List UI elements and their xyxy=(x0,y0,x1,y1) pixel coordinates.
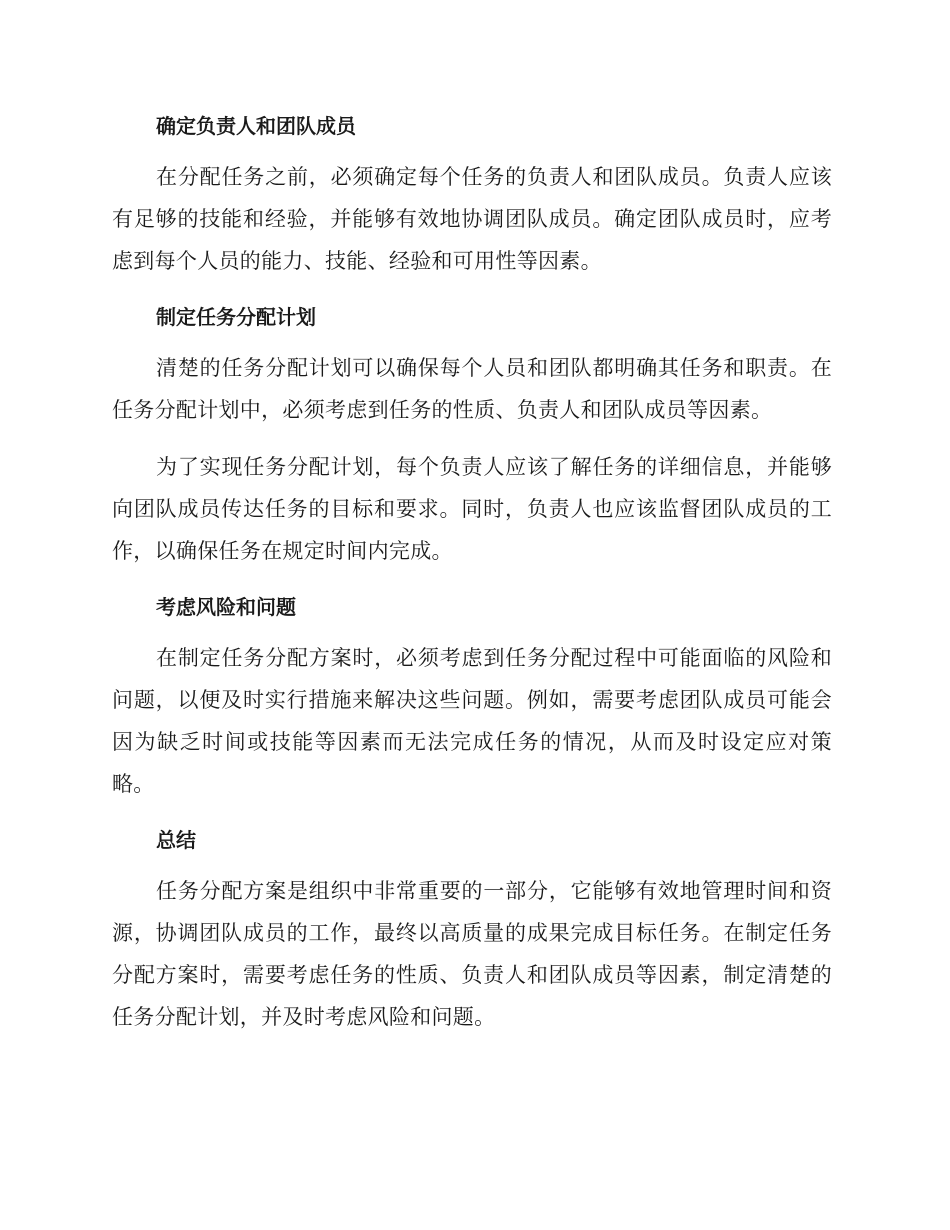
section-heading: 总结 xyxy=(156,828,196,852)
paragraph: 任务分配方案是组织中非常重要的一部分，它能够有效地管理时间和资源，协调团队成员的工作，最终以高质量的成果完成目标任务。在制定任务分配方案时，需要考虑任务的性质、负责人和团队成员等因素，制定清楚的任务分配计划，并及时考虑风险和问题。 xyxy=(112,879,832,1029)
paragraph: 在分配任务之前，必须确定每个任务的负责人和团队成员。负责人应该有足够的技能和经验，并能够有效地协调团队成员。确定团队成员时，应考虑到每个人员的能力、技能、经验和可用性等因素。 xyxy=(112,165,832,273)
paragraph: 为了实现任务分配计划，每个负责人应该了解任务的详细信息，并能够向团队成员传达任务的目标和要求。同时，负责人也应该监督团队成员的工作，以确保任务在规定时间内完成。 xyxy=(112,455,832,563)
section-heading: 考虑风险和问题 xyxy=(156,595,296,619)
section-assignment-plan xyxy=(112,297,832,572)
section-summary xyxy=(112,820,832,1038)
document-page xyxy=(112,106,832,1053)
section-risks-issues xyxy=(112,587,832,805)
section-heading: 制定任务分配计划 xyxy=(156,305,316,329)
section-responsible-people xyxy=(112,106,832,282)
section-heading: 确定负责人和团队成员 xyxy=(156,114,356,138)
paragraph: 在制定任务分配方案时，必须考虑到任务分配过程中可能面临的风险和问题，以便及时实行措施来解决这些问题。例如，需要考虑团队成员可能会因为缺乏时间或技能等因素而无法完成任务的情况，从而及时设定应对策略。 xyxy=(112,646,832,796)
paragraph: 清楚的任务分配计划可以确保每个人员和团队都明确其任务和职责。在任务分配计划中，必须考虑到任务的性质、负责人和团队成员等因素。 xyxy=(112,356,832,422)
